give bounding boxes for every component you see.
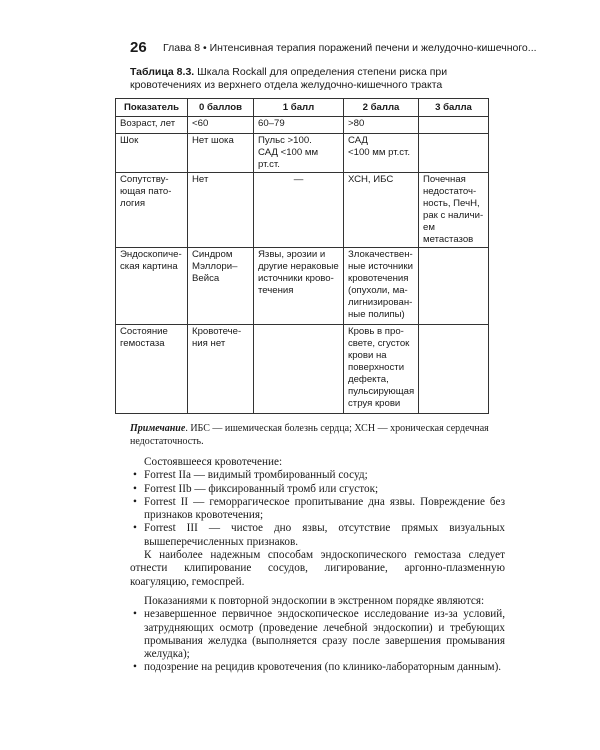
- bullet-icon: •: [133, 482, 137, 495]
- table-row-age: [116, 117, 489, 134]
- bullet-icon: •: [133, 608, 137, 621]
- table-cell: ХСН, ИБС: [344, 173, 419, 248]
- body-text: [130, 456, 505, 675]
- table-cell: Эндоскопиче- ская картина: [116, 248, 188, 325]
- table-note: [130, 423, 505, 448]
- table-row-hemostasis: [116, 325, 489, 414]
- table-caption-text: Шкала Rockall для определения степени риска при кровотечениях из верхнего отдела желудочно-кишечного тракта: [130, 66, 448, 91]
- note-label: Примечание: [130, 423, 186, 434]
- table-caption: [130, 66, 505, 92]
- table-cell: Сопутству- ющая пато- логия: [116, 173, 188, 248]
- table-caption-label: Таблица 8.3.: [130, 66, 195, 78]
- forrest-list: [130, 469, 505, 549]
- table-row-shock: [116, 134, 489, 173]
- bullet-icon: •: [133, 661, 137, 674]
- table-cell: [419, 134, 489, 173]
- bullet-icon: •: [133, 522, 137, 535]
- list-item: • Forrest II — геморрагическое пропитывание дна язвы. Повреждение без признаков кровотечения;: [133, 495, 505, 522]
- list-item: • Forrest IIb — фиксированный тромб или сгусток;: [133, 482, 379, 495]
- indications-list: [130, 608, 505, 674]
- header-cell-1-point: 1 балл: [254, 99, 344, 117]
- bullet-icon: •: [133, 469, 137, 482]
- paragraph-recent-bleeding: Состоявшееся кровотечение:: [144, 456, 283, 468]
- table-cell: >80: [344, 117, 419, 134]
- list-item: • подозрение на рецидив кровотечения (по клинико-лабораторным данным).: [133, 661, 502, 674]
- table-cell: Синдром Мэллори– Вейса: [188, 248, 254, 325]
- list-item: • Forrest III — чистое дно язвы, отсутствие прямых визуальных вышеперечисленных признаков.: [133, 522, 505, 548]
- table-cell: Пульс >100. САД <100 мм рт.ст.: [254, 134, 344, 173]
- table-cell: Нет: [188, 173, 254, 248]
- table-cell: Язвы, эрозии и другие нераковые источники крово- течения: [254, 248, 344, 325]
- table-cell: Состояние гемостаза: [116, 325, 188, 414]
- table-header-row: [116, 99, 489, 117]
- header-cell-2-points: 2 балла: [344, 99, 419, 117]
- list-item: • незавершенное первичное эндоскопическое исследование из-за условий, затрудняющих осмотр (проведение лечебной эндоскопии) и требующих промывания желудка (выполняется сразу после завершения промывания желудка);: [133, 608, 505, 661]
- table-cell: —: [254, 173, 344, 248]
- table-cell: [254, 325, 344, 414]
- table-cell: [419, 248, 489, 325]
- rockall-table: [115, 98, 489, 414]
- header-cell-3-points: 3 балла: [419, 99, 489, 117]
- page-number: 26: [130, 39, 147, 56]
- running-head: Глава 8 • Интенсивная терапия поражений печени и желудочно-кишечного...: [163, 42, 537, 54]
- paragraph-hemostasis-methods: К наиболее надежным способам эндоскопического гемостаза следует отнести клипирование сосудов, лигирование, аргонно-плазменную коагуляцию, гемоспрей.: [130, 549, 505, 588]
- table-cell: 60–79: [254, 117, 344, 134]
- note-text: . ИБС — ишемическая болезнь сердца; ХСН — хроническая сердечная недостаточность.: [130, 423, 489, 447]
- table-cell: Возраст, лет: [116, 117, 188, 134]
- header-cell-indicator: Показатель: [116, 99, 188, 117]
- table-cell: Нет шока: [188, 134, 254, 173]
- table-row-comorbidity: [116, 173, 489, 248]
- table-cell: Злокачествен- ные источники кровотечения (опухоли, ма- лигнизирован- ные полипы): [344, 248, 419, 325]
- bullet-icon: •: [133, 495, 137, 508]
- table-cell: Кровь в про- свете, сгусток крови на поверхности дефекта, пульсирующая струя крови: [344, 325, 419, 414]
- list-item: • Forrest IIa — видимый тромбированный сосуд;: [133, 469, 368, 482]
- table-cell: [419, 117, 489, 134]
- table-cell: САД <100 мм рт.ст.: [344, 134, 419, 173]
- table-cell: Шок: [116, 134, 188, 173]
- table-cell: <60: [188, 117, 254, 134]
- paragraph-repeat-endoscopy: Показаниями к повторной эндоскопии в экстренном порядке являются:: [144, 594, 485, 607]
- table-cell: [419, 325, 489, 414]
- table-cell: Кровотече- ния нет: [188, 325, 254, 414]
- table-cell: Почечная недостаточ- ность, ПечН, рак с наличи- ем метастазов: [419, 173, 489, 248]
- header-cell-0-points: 0 баллов: [188, 99, 254, 117]
- table-row-endoscopy: [116, 248, 489, 325]
